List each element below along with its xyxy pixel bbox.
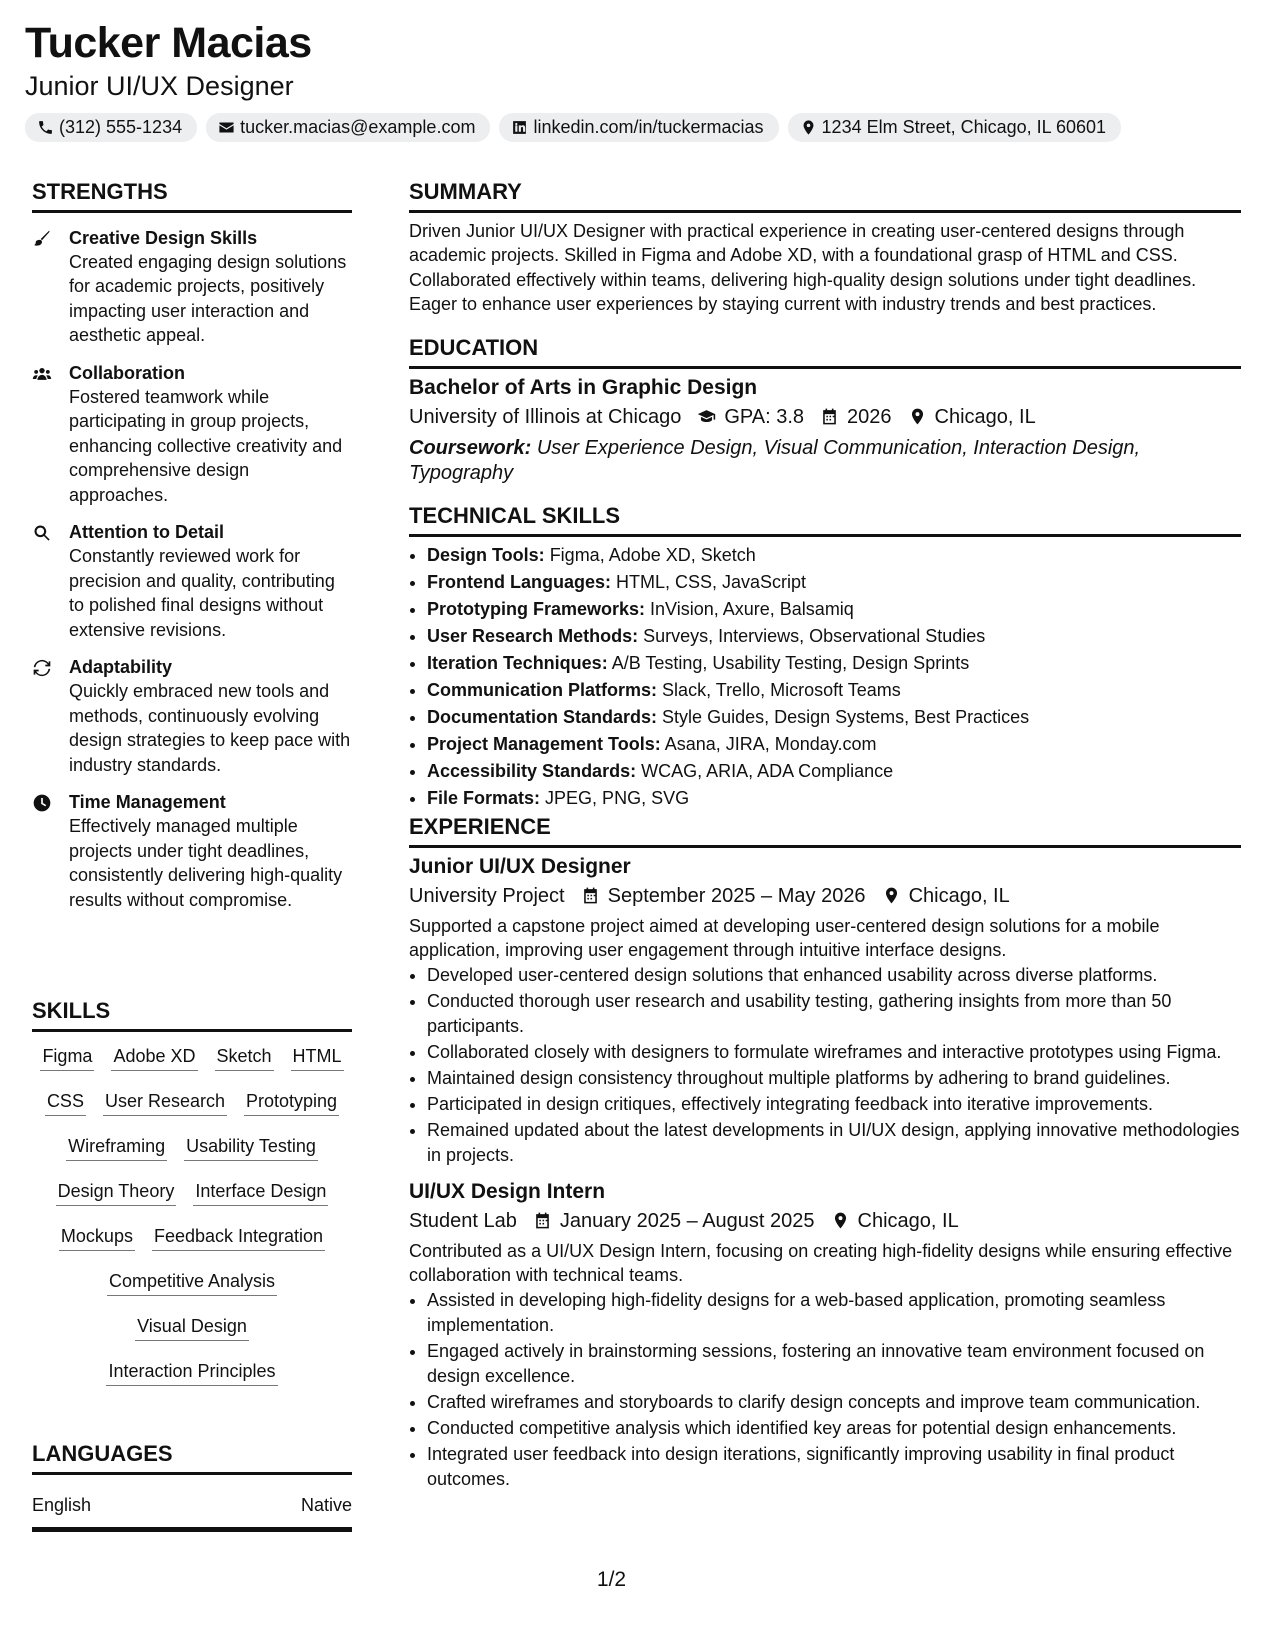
skill-label: Prototyping Frameworks: <box>427 598 646 619</box>
strength-desc: Constantly reviewed work for precision and quality, contributing to polished final designs without extensive revisions. <box>69 546 335 640</box>
skill-label: File Formats: <box>427 787 541 808</box>
list-item <box>427 759 1241 785</box>
strength-item <box>32 790 352 912</box>
paintbrush-icon <box>32 229 52 249</box>
candidate-title: Junior UI/UX Designer <box>25 71 294 101</box>
coursework-list: User Experience Design, Visual Communication, Interaction Design, Typography <box>409 436 1141 484</box>
page-number <box>0 1568 1275 1592</box>
skill-label: Design Tools: <box>427 544 545 565</box>
calendar-icon <box>820 407 839 426</box>
contact-address[interactable] <box>788 113 1122 142</box>
candidate-name: Tucker Macias <box>25 19 312 67</box>
strength-title: Attention to Detail <box>69 522 224 543</box>
contact-phone[interactable] <box>25 113 197 142</box>
refresh-icon <box>32 658 52 678</box>
contact-phone-text: (312) 555-1234 <box>59 117 183 137</box>
list-item <box>427 786 1241 812</box>
skill-tag: User Research <box>103 1089 227 1116</box>
list-item <box>427 732 1241 758</box>
technical-skills-list <box>409 543 1241 812</box>
list-item: • Conducted competitive analysis which identified key areas for potential design enhancements. <box>427 1416 1241 1441</box>
list-item: • Developed user-centered design solutions that enhanced usability across diverse platforms. <box>427 963 1241 988</box>
list-item <box>427 597 1241 623</box>
job-summary: Contributed as a UI/UX Design Intern, focusing on creating high-fidelity designs while ensuring effective collaboration with technical teams. <box>409 1240 1233 1286</box>
list-item <box>427 705 1241 731</box>
magnifier-icon <box>32 523 52 543</box>
skill-value: HTML, CSS, JavaScript <box>616 571 807 592</box>
skill-tag: Adobe XD <box>111 1044 197 1071</box>
job-dates: January 2025 – August 2025 <box>559 1209 815 1232</box>
graduation-cap-icon <box>697 407 716 426</box>
strength-item <box>32 655 352 777</box>
list-item <box>427 543 1241 569</box>
skill-value: JPEG, PNG, SVG <box>545 787 690 808</box>
skill-tag: Visual Design <box>135 1314 249 1341</box>
skill-label: Frontend Languages: <box>427 571 611 592</box>
strength-desc: Fostered teamwork while participating in group projects, enhancing collective creativity and comprehensive design approaches. <box>69 386 343 505</box>
skill-tag: Competitive Analysis <box>107 1269 277 1296</box>
skill-tag: Design Theory <box>56 1179 177 1206</box>
education-heading: EDUCATION <box>409 334 1241 369</box>
job-org: University Project <box>409 884 565 907</box>
skill-label: Communication Platforms: <box>427 679 658 700</box>
experience-section <box>409 813 1241 1493</box>
strengths-section <box>32 178 352 912</box>
calendar-icon <box>533 1211 552 1230</box>
education-gpa: GPA: 3.8 <box>724 405 805 428</box>
coursework <box>409 436 1241 486</box>
education-meta <box>409 402 1241 432</box>
degree-title: Bachelor of Arts in Graphic Design <box>409 375 758 399</box>
skill-tag: Mockups <box>59 1224 135 1251</box>
clock-icon <box>32 793 52 813</box>
technical-skills-heading: TECHNICAL SKILLS <box>409 502 1241 537</box>
skill-value: Surveys, Interviews, Observational Studies <box>643 625 986 646</box>
contact-bar <box>25 113 1121 142</box>
skill-value: WCAG, ARIA, ADA Compliance <box>641 760 894 781</box>
skill-tag: Interface Design <box>193 1179 328 1206</box>
education-section <box>409 334 1241 486</box>
summary-heading: SUMMARY <box>409 178 1241 213</box>
skill-tag: Feedback Integration <box>152 1224 325 1251</box>
list-item <box>427 570 1241 596</box>
skill-tag: Figma <box>40 1044 94 1071</box>
skill-label: Iteration Techniques: <box>427 652 608 673</box>
skill-tag: CSS <box>45 1089 86 1116</box>
education-location: Chicago, IL <box>934 405 1036 428</box>
contact-linkedin[interactable] <box>499 113 778 142</box>
skill-tag: Prototyping <box>244 1089 339 1116</box>
list-item: • Conducted thorough user research and usability testing, gathering insights from more than 50 participants. <box>427 989 1241 1039</box>
skill-tag: Wireframing <box>66 1134 167 1161</box>
skill-tag: HTML <box>291 1044 344 1071</box>
contact-linkedin-text: linkedin.com/in/tuckermacias <box>533 117 764 137</box>
skill-tag: Interaction Principles <box>106 1359 277 1386</box>
contact-email-text: tucker.macias@example.com <box>240 117 476 137</box>
skill-value: Figma, Adobe XD, Sketch <box>549 544 756 565</box>
skill-label: Accessibility Standards: <box>427 760 637 781</box>
job-location: Chicago, IL <box>857 1209 959 1232</box>
skill-value: InVision, Axure, Balsamiq <box>650 598 854 619</box>
job-title: UI/UX Design Intern <box>409 1179 606 1203</box>
skill-value: Asana, JIRA, Monday.com <box>664 733 877 754</box>
envelope-icon <box>218 119 235 136</box>
skills-tag-cloud <box>32 1044 352 1404</box>
list-item: • Collaborated closely with designers to formulate wireframes and interactive prototypes using Figma. <box>427 1040 1241 1065</box>
languages-heading: LANGUAGES <box>32 1440 352 1475</box>
languages-section <box>32 1440 352 1532</box>
phone-icon <box>37 119 54 136</box>
skill-value: A/B Testing, Usability Testing, Design Sprints <box>611 652 970 673</box>
strength-desc: Effectively managed multiple projects under tight deadlines, consistently delivering high-quality results without compromise. <box>69 816 343 910</box>
strengths-heading: STRENGTHS <box>32 178 352 213</box>
strength-title: Adaptability <box>69 657 173 678</box>
list-item: • Maintained design consistency throughout multiple platforms by adhering to brand guidelines. <box>427 1066 1241 1091</box>
map-pin-icon <box>831 1211 850 1230</box>
skill-tag: Sketch <box>215 1044 274 1071</box>
contact-address-text: 1234 Elm Street, Chicago, IL 60601 <box>821 117 1107 137</box>
job-bullets <box>409 963 1241 1168</box>
list-item <box>427 678 1241 704</box>
strength-item <box>32 226 352 348</box>
page-number-text: 1/2 <box>596 1568 627 1591</box>
job-entry <box>409 1178 1241 1492</box>
summary-section <box>409 178 1241 317</box>
strength-title: Time Management <box>69 792 226 813</box>
strength-item <box>32 520 352 642</box>
job-entry <box>409 853 1241 1168</box>
job-title: Junior UI/UX Designer <box>409 854 631 878</box>
skills-heading: SKILLS <box>32 997 352 1032</box>
strength-desc: Quickly embraced new tools and methods, continuously evolving design strategies to keep pace with industry standards. <box>69 681 351 775</box>
education-year: 2026 <box>847 405 892 428</box>
map-pin-icon <box>800 119 817 136</box>
list-item: • Participated in design critiques, effectively integrating feedback into iterative improvements. <box>427 1092 1241 1117</box>
job-location: Chicago, IL <box>908 884 1010 907</box>
coursework-label: Coursework: <box>409 436 532 459</box>
strength-item <box>32 361 352 508</box>
contact-email[interactable] <box>206 113 490 142</box>
calendar-icon <box>581 886 600 905</box>
job-summary: Supported a capstone project aimed at developing user-centered design solutions for a mobile application, improving user engagement through intuitive interface designs. <box>409 915 1160 961</box>
skills-section <box>32 997 352 1404</box>
language-level: Native <box>300 1494 352 1515</box>
job-meta <box>409 881 1241 911</box>
skill-value: Style Guides, Design Systems, Best Practices <box>662 706 1030 727</box>
map-pin-icon <box>908 407 927 426</box>
strength-title: Creative Design Skills <box>69 227 258 248</box>
skill-label: Documentation Standards: <box>427 706 658 727</box>
job-org: Student Lab <box>409 1209 517 1232</box>
skill-tag: Usability Testing <box>184 1134 318 1161</box>
school-name: University of Illinois at Chicago <box>409 405 682 428</box>
list-item: • Crafted wireframes and storyboards to clarify design concepts and improve team communication. <box>427 1390 1241 1415</box>
language-row <box>32 1495 352 1532</box>
list-item: • Assisted in developing high-fidelity designs for a web-based application, promoting seamless implementation. <box>427 1288 1241 1338</box>
experience-heading: EXPERIENCE <box>409 813 1241 848</box>
list-item: • Engaged actively in brainstorming sessions, fostering an innovative team environment focused on design excellence. <box>427 1339 1241 1389</box>
list-item <box>427 624 1241 650</box>
job-dates: September 2025 – May 2026 <box>607 884 866 907</box>
map-pin-icon <box>882 886 901 905</box>
users-icon <box>32 364 52 384</box>
list-item: • Integrated user feedback into design iterations, significantly improving usability in final product outcomes. <box>427 1442 1241 1492</box>
skill-value: Slack, Trello, Microsoft Teams <box>662 679 901 700</box>
technical-skills-section <box>409 502 1241 813</box>
job-meta <box>409 1206 1241 1236</box>
language-name: English <box>32 1494 92 1515</box>
strength-desc: Created engaging design solutions for academic projects, positively impacting user interaction and aesthetic appeal. <box>69 251 347 346</box>
list-item: • Remained updated about the latest developments in UI/UX design, applying innovative methodologies in projects. <box>427 1118 1241 1168</box>
summary-text: Driven Junior UI/UX Designer with practical experience in creating user-centered designs through academic projects. Skilled in Figma and Adobe XD, with a foundational grasp of HTML and CSS. Collaborated effectively within teams, delivering high-quality design solutions under tight deadlines. Eager to enhance user experiences by staying current with industry trends and best practices. <box>409 220 1197 315</box>
job-bullets <box>409 1288 1241 1492</box>
list-item <box>427 651 1241 677</box>
skill-label: Project Management Tools: <box>427 733 661 754</box>
strength-title: Collaboration <box>69 362 185 383</box>
linkedin-icon <box>511 119 528 136</box>
skill-label: User Research Methods: <box>427 625 639 646</box>
